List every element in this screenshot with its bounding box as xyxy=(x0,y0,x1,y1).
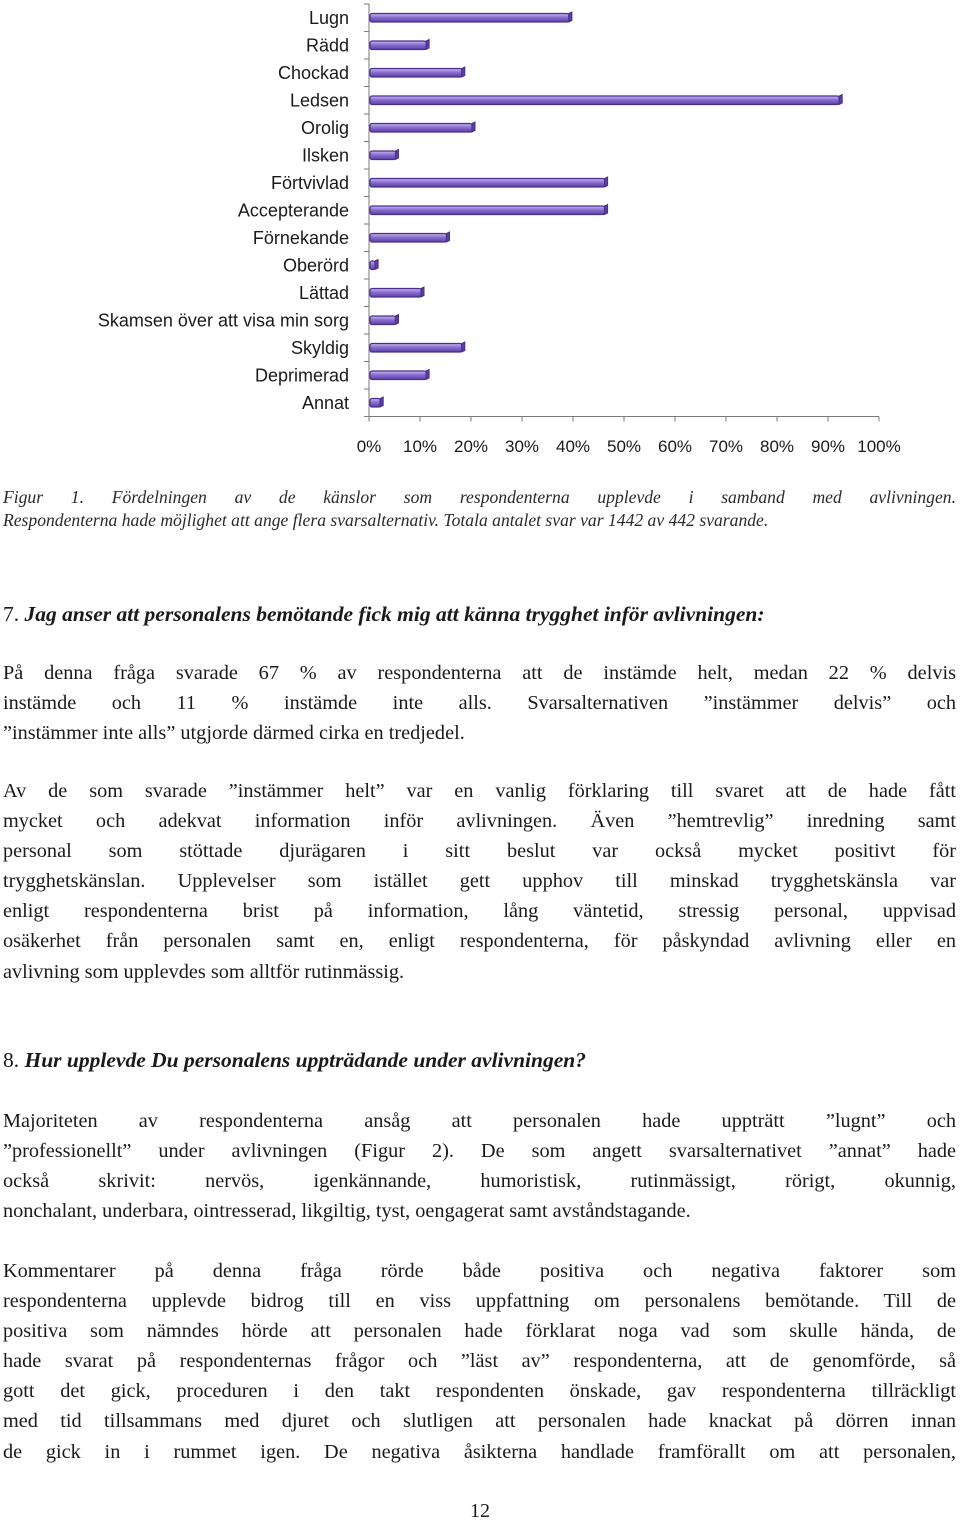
text-line: ”professionellt” under avlivningen (Figur 2). De som angett svarsalternativet ”annat” hade xyxy=(3,1140,956,1163)
category-label: Oberörd xyxy=(282,255,349,276)
bar-cap xyxy=(426,370,429,380)
section-number: 7. xyxy=(3,602,25,626)
category-label: Annat xyxy=(301,392,349,413)
category-label: Orolig xyxy=(300,117,349,138)
category-label: Lättad xyxy=(298,282,349,303)
category-label: Förnekande xyxy=(252,227,349,248)
text-line: trygghetskänslan. Upplevelser som istället gett upphov till minskad trygghetskänsla var xyxy=(3,870,956,893)
bar xyxy=(370,67,465,77)
section-8-paragraph-1 xyxy=(3,1106,956,1226)
bars-group xyxy=(370,12,842,407)
bar-cap xyxy=(839,95,842,105)
category-label: Ilsken xyxy=(301,145,349,166)
bar-body xyxy=(370,261,375,270)
x-tick-label: 0% xyxy=(356,437,382,456)
bar xyxy=(370,397,383,407)
text-line: enligt respondenterna brist på information, lång väntetid, stressig personal, uppvisad xyxy=(3,900,956,923)
text-line: respondenterna upplevde bidrog till en viss uppfattning om personalens bemötande. Till de xyxy=(3,1290,956,1313)
section-8-heading xyxy=(3,1046,956,1074)
category-label: Accepterande xyxy=(237,200,349,221)
x-tick-label: 50% xyxy=(606,437,642,456)
x-tick-label: 80% xyxy=(759,437,795,456)
x-tick-label: 30% xyxy=(504,437,540,456)
bar-body xyxy=(370,399,380,408)
bar xyxy=(370,12,572,22)
bar-cap xyxy=(462,67,465,77)
bar-body xyxy=(370,14,569,23)
bar-body xyxy=(370,179,605,188)
text-line: På denna fråga svarade 67 % av respondenterna att de instämde helt, medan 22 % delvis xyxy=(3,662,956,684)
bar xyxy=(370,95,842,105)
section-question: Hur upplevde Du personalens uppträdande under avlivningen? xyxy=(24,1048,586,1072)
bar-cap xyxy=(569,12,572,22)
bar xyxy=(370,40,429,50)
bar-cap xyxy=(447,232,450,242)
text-line: Kommentarer på denna fråga rörde både positiva och negativa faktorer som xyxy=(3,1260,956,1282)
bar xyxy=(370,287,424,297)
text-line: instämde och 11 % instämde inte alls. Svarsalternativen ”instämmer delvis” och xyxy=(3,692,956,715)
bar xyxy=(370,342,465,352)
section-7-heading xyxy=(3,600,956,628)
text-line: gott det gick, proceduren i den takt respondenten önskade, gav respondenterna tillräckligt xyxy=(3,1380,956,1403)
bar-cap xyxy=(421,287,424,297)
x-tick-labels xyxy=(357,437,901,456)
bar xyxy=(370,150,399,160)
bar-body xyxy=(370,206,605,215)
section-question: Jag anser att personalens bemötande fick mig att känna trygghet inför avlivningen: xyxy=(24,602,765,626)
bar-cap xyxy=(426,40,429,50)
x-tick-label: 60% xyxy=(657,437,693,456)
text-line: personal som stöttade djurägaren i sitt beslut var också mycket positivt för xyxy=(3,840,956,863)
x-tick-label: 40% xyxy=(555,437,591,456)
category-label: Lugn xyxy=(308,7,349,28)
bar xyxy=(370,205,608,215)
bar-body xyxy=(370,371,426,380)
bar-body xyxy=(370,151,396,160)
category-label: Chockad xyxy=(277,62,349,83)
bar-body xyxy=(370,344,462,353)
section-7-paragraph-2 xyxy=(3,776,956,987)
bar-body xyxy=(370,96,839,105)
category-label: Skamsen över att visa min sorg xyxy=(97,310,349,331)
x-tick-label: 90% xyxy=(810,437,846,456)
bar-body xyxy=(370,234,447,243)
caption-line: Respondenterna hade möjlighet att ange flera svarsalternativ. Totala antalet svar var 1442 av 442 svarande. xyxy=(3,510,769,530)
bar-cap xyxy=(605,205,608,215)
text-line: de gick in i rummet igen. De negativa åsikterna handlade framförallt om att personalen, xyxy=(3,1440,956,1463)
x-tick-label: 10% xyxy=(402,437,438,456)
category-labels xyxy=(98,8,349,413)
bar-cap xyxy=(396,315,399,325)
figure-caption xyxy=(3,486,956,532)
text-line: mycket och adekvat information inför avlivningen. Även ”hemtrevlig” inredning samt xyxy=(3,810,956,833)
bar-cap xyxy=(462,342,465,352)
bar xyxy=(370,122,475,132)
x-tick-label: 70% xyxy=(708,437,744,456)
page-number: 12 xyxy=(470,1500,490,1522)
x-tick-label: 20% xyxy=(453,437,489,456)
section-8-paragraph-2 xyxy=(3,1256,956,1467)
category-label: Rädd xyxy=(305,35,349,56)
text-line: avlivning som upplevdes som alltför rutinmässig. xyxy=(3,960,405,983)
bar-cap xyxy=(605,177,608,187)
category-label: Förtvivlad xyxy=(270,172,349,193)
bar xyxy=(370,315,399,325)
text-line: ”instämmer inte alls” utgjorde därmed cirka en tredjedel. xyxy=(3,722,465,745)
text-line: med tid tillsammans med djuret och slutligen att personalen hade knackat på dörren innan xyxy=(3,1410,956,1433)
bar-body xyxy=(370,289,421,298)
bar-cap xyxy=(396,150,399,160)
bar-cap xyxy=(380,397,383,407)
category-label: Ledsen xyxy=(289,90,349,111)
text-line: också skrivit: nervös, igenkännande, humoristisk, rutinmässigt, rörigt, okunnig, xyxy=(3,1170,956,1193)
text-line: Av de som svarade ”instämmer helt” var en vanlig förklaring till svaret att de hade fått xyxy=(3,780,956,802)
text-line: osäkerhet från personalen samt en, enligt respondenterna, för påskyndad avlivning eller en xyxy=(3,930,956,953)
caption-line: Figur 1. Fördelningen av de känslor som respondenterna upplevde i samband med avlivningen. xyxy=(3,487,956,507)
text-line: Majoriteten av respondenterna ansåg att personalen hade uppträtt ”lugnt” och xyxy=(3,1110,956,1132)
x-tick-label: 100% xyxy=(857,437,901,456)
bar xyxy=(370,260,378,270)
bar-body xyxy=(370,316,396,325)
bar-cap xyxy=(375,260,378,270)
emotion-bar-chart xyxy=(0,0,960,470)
bar-cap xyxy=(472,122,475,132)
text-line: positiva som nämndes hörde att personalen hade förklarat noga vad som skulle hända, de xyxy=(3,1320,956,1343)
bar xyxy=(370,232,450,242)
category-label: Deprimerad xyxy=(254,365,349,386)
section-7-paragraph-1 xyxy=(3,658,956,748)
bar-body xyxy=(370,124,472,133)
section-number: 8. xyxy=(3,1048,25,1072)
bar xyxy=(370,177,608,187)
text-line: hade svarat på respondenternas frågor och ”läst av” respondenterna, att de genomförde, så xyxy=(3,1350,956,1373)
category-label: Skyldig xyxy=(290,337,349,358)
bar-body xyxy=(370,69,462,78)
bar-body xyxy=(370,41,426,50)
bar xyxy=(370,370,429,380)
text-line: nonchalant, underbara, ointresserad, likgiltig, tyst, oengagerat samt avståndstagande. xyxy=(3,1200,691,1223)
